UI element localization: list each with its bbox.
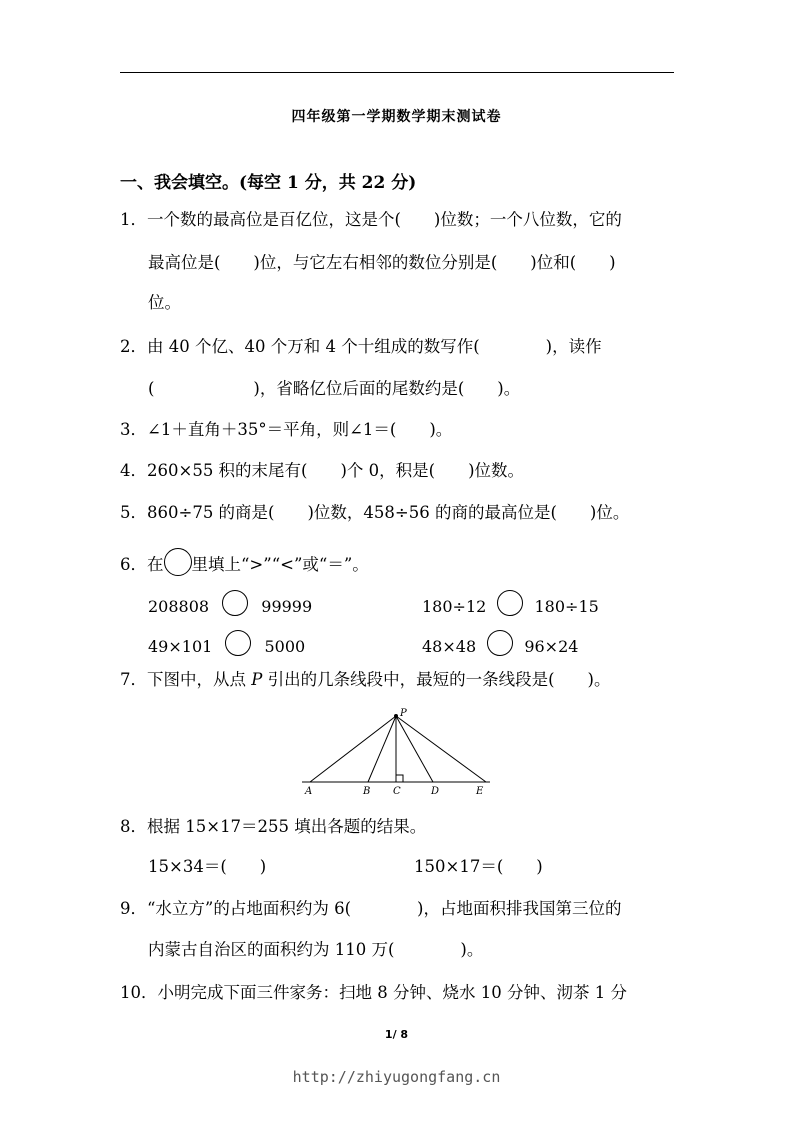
compare-item: [148, 630, 305, 656]
q6-suffix: 里填上“>”“<”或“＝”。: [191, 555, 369, 574]
compare-left: 49×101: [148, 637, 213, 656]
footer-url: http://zhiyugongfang.cn: [292, 1068, 501, 1086]
compare-circle[interactable]: [225, 630, 251, 656]
right-angle-mark: [396, 775, 403, 782]
label-d: D: [431, 786, 440, 796]
q3-line: 3．∠1＋直角＋35°＝平角，则∠1＝( )。: [120, 420, 453, 439]
q1-line2: 最高位是( )位，与它左右相邻的数位分别是( )位和( ): [148, 253, 616, 272]
q9-line2: 内蒙古自治区的面积约为 110 万( )。: [148, 940, 484, 959]
compare-left: 48×48: [422, 637, 477, 656]
q6-line: [120, 548, 369, 576]
q5-line: 5．860÷75 的商是( )位数，458÷56 的商的最高位是( )位。: [120, 503, 630, 522]
page-title: 四年级第一学期数学期末测试卷: [291, 109, 502, 125]
compare-left: 208808: [148, 597, 210, 616]
compare-circle[interactable]: [222, 590, 248, 616]
label-c: C: [393, 786, 401, 796]
q8-line: 8．根据 15×17＝255 填出各题的结果。: [120, 817, 427, 836]
header-rule: [120, 72, 674, 73]
q1-line1: 1．一个数的最高位是百亿位，这是个( )位数；一个八位数，它的: [120, 210, 622, 229]
compare-right: 5000: [264, 637, 306, 656]
compare-right: 180÷15: [534, 597, 599, 616]
compare-right: 96×24: [524, 637, 579, 656]
geometry-figure: [296, 704, 496, 796]
compare-item: [422, 590, 599, 616]
compare-right: 99999: [261, 597, 313, 616]
q7-text-a: 7．下图中，从点: [120, 670, 252, 689]
compare-circle[interactable]: [487, 630, 513, 656]
segment-pb: [368, 716, 396, 782]
q2-line2: ( )，省略亿位后面的尾数约是( )。: [148, 379, 521, 398]
q8-a: 15×34＝( ): [148, 857, 267, 876]
section-heading: 一、我会填空。(每空 1 分，共 22 分): [120, 173, 417, 193]
q7-line: [120, 669, 610, 691]
compare-left: 180÷12: [422, 597, 487, 616]
q4-line: 4．260×55 积的末尾有( )个 0，积是( )位数。: [120, 461, 525, 480]
label-a: A: [305, 786, 313, 796]
segment-pa: [310, 716, 396, 782]
label-b: B: [363, 786, 371, 796]
point-p: [394, 714, 398, 718]
q7-text-b: 引出的几条线段中，最短的一条线段是( )。: [262, 670, 611, 689]
q10-line: 10．小明完成下面三件家务：扫地 8 分钟、烧水 10 分钟、沏茶 1 分: [120, 983, 627, 1002]
q6-prefix: 6．在: [120, 555, 164, 574]
compare-item: [422, 630, 578, 656]
q1-line3: 位。: [148, 293, 181, 312]
q8-b: 150×17＝( ): [414, 857, 543, 876]
q2-line1: 2．由 40 个亿、40 个万和 4 个十组成的数写作( )，读作: [120, 337, 602, 356]
q9-line1: 9．“水立方”的占地面积约为 6( )，占地面积排我国第三位的: [120, 899, 622, 918]
circle-icon: [164, 548, 192, 576]
label-p: P: [400, 708, 407, 719]
page-number: 1/ 8: [384, 1028, 409, 1041]
compare-circle[interactable]: [497, 590, 523, 616]
q7-point: P: [251, 670, 263, 689]
segment-pe: [396, 716, 486, 782]
label-e: E: [476, 786, 484, 796]
compare-item: [148, 590, 312, 616]
segment-pd: [396, 716, 433, 782]
